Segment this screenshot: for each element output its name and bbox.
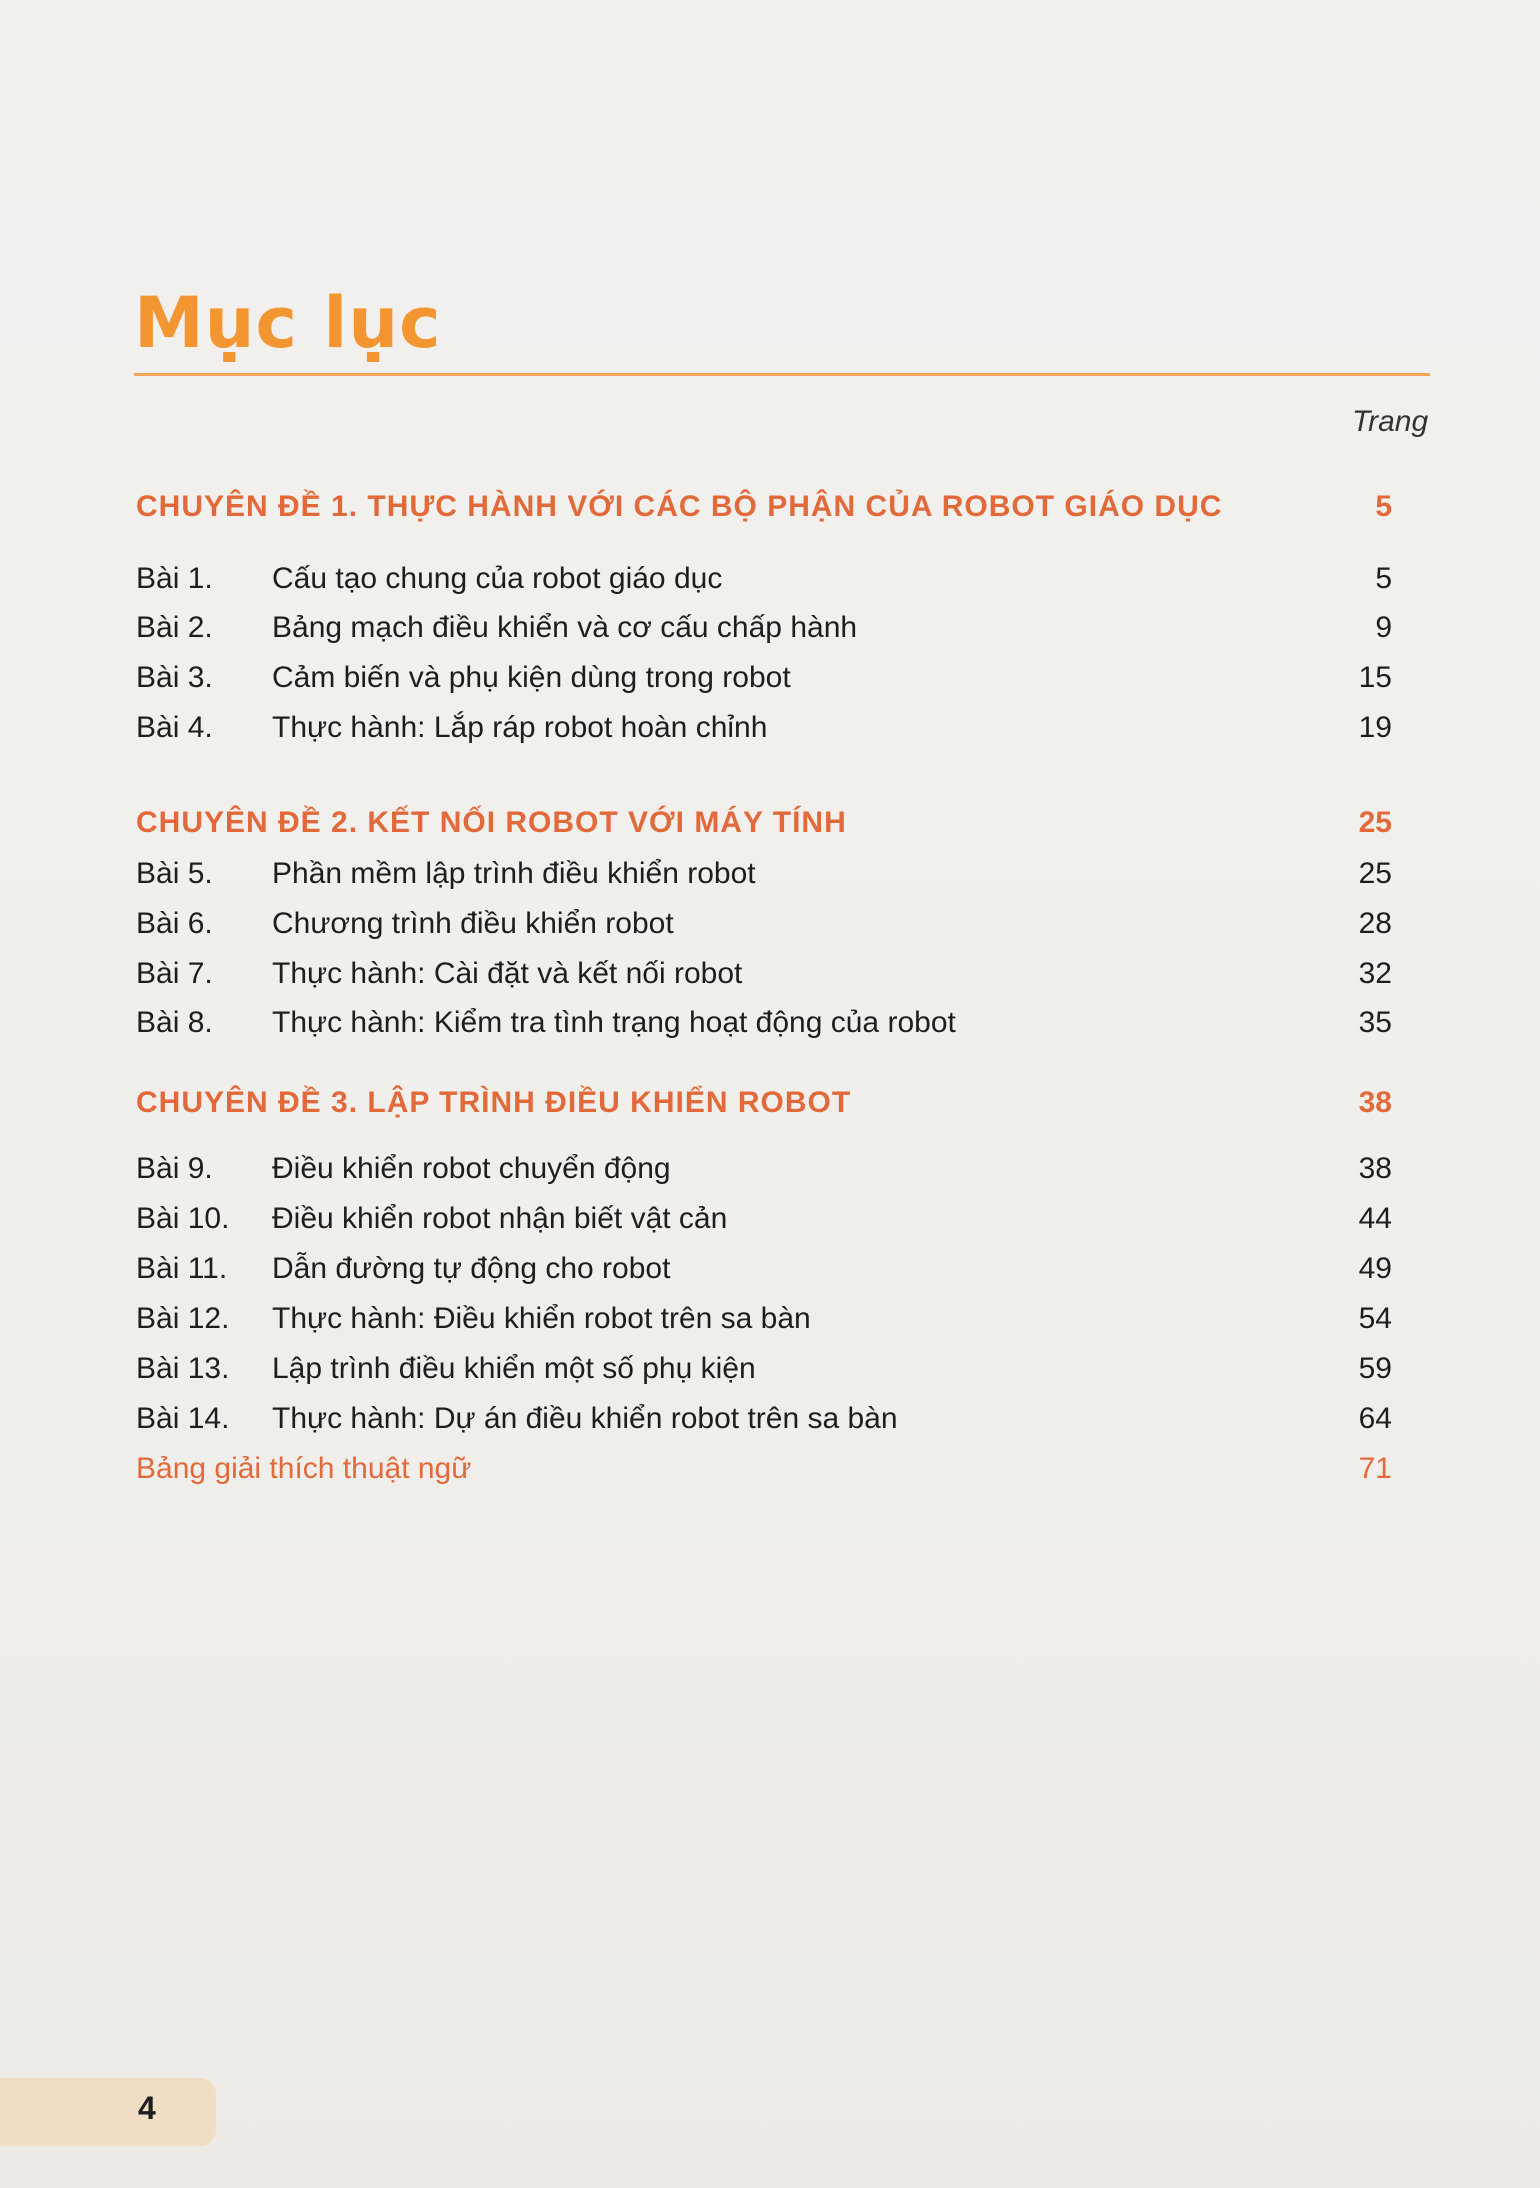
lesson-page-number: 38	[1358, 1152, 1392, 1185]
lesson-number: Bài 10.	[136, 1202, 230, 1235]
toc-entry[interactable]	[136, 562, 1392, 604]
lesson-page-number: 35	[1358, 1006, 1392, 1039]
lesson-title: Cảm biến và phụ kiện dùng trong robot	[272, 661, 791, 694]
glossary-title: Bảng giải thích thuật ngữ	[136, 1452, 472, 1485]
lesson-title: Chương trình điều khiển robot	[272, 907, 674, 940]
page-title: Mục lục	[134, 282, 442, 364]
lesson-title: Thực hành: Dự án điều khiển robot trên sa bàn	[272, 1402, 898, 1435]
lesson-page-number: 44	[1358, 1202, 1392, 1235]
lesson-number: Bài 3.	[136, 661, 213, 694]
lesson-page-number: 15	[1358, 661, 1392, 694]
toc-entry[interactable]	[136, 1352, 1392, 1394]
toc-entry[interactable]	[136, 1152, 1392, 1194]
lesson-page-number: 59	[1358, 1352, 1392, 1385]
section-title: CHUYÊN ĐỀ 3. LẬP TRÌNH ĐIỀU KHIỂN ROBOT	[136, 1086, 852, 1119]
lesson-number: Bài 4.	[136, 711, 213, 744]
lesson-page-number: 28	[1358, 907, 1392, 940]
toc-entry[interactable]	[136, 1302, 1392, 1344]
toc-entry[interactable]	[136, 1006, 1392, 1048]
lesson-number: Bài 6.	[136, 907, 213, 940]
lesson-page-number: 19	[1358, 711, 1392, 744]
toc-entry[interactable]	[136, 1252, 1392, 1294]
page-number: 4	[138, 2090, 156, 2126]
lesson-page-number: 49	[1358, 1252, 1392, 1285]
lesson-page-number: 64	[1358, 1402, 1392, 1435]
toc-entry[interactable]	[136, 857, 1392, 899]
section-title: CHUYÊN ĐỀ 1. THỰC HÀNH VỚI CÁC BỘ PHẬN CỦA ROBOT GIÁO DỤC	[136, 490, 1223, 523]
section-heading[interactable]	[136, 1086, 1392, 1130]
lesson-number: Bài 1.	[136, 562, 213, 595]
toc-entry[interactable]	[136, 957, 1392, 999]
lesson-title: Phần mềm lập trình điều khiển robot	[272, 857, 756, 890]
lesson-number: Bài 13.	[136, 1352, 230, 1385]
lesson-number: Bài 2.	[136, 611, 213, 644]
lesson-number: Bài 9.	[136, 1152, 213, 1185]
page-number-tab	[0, 2078, 216, 2146]
section-page-number: 38	[1358, 1086, 1392, 1119]
lesson-number: Bài 7.	[136, 957, 213, 990]
glossary-entry[interactable]	[136, 1452, 1392, 1494]
lesson-number: Bài 14.	[136, 1402, 230, 1435]
lesson-title: Lập trình điều khiển một số phụ kiện	[272, 1352, 756, 1385]
lesson-page-number: 32	[1358, 957, 1392, 990]
lesson-title: Điều khiển robot chuyển động	[272, 1152, 671, 1185]
toc-entry[interactable]	[136, 1402, 1392, 1444]
section-page-number: 25	[1358, 806, 1392, 839]
lesson-page-number: 25	[1358, 857, 1392, 890]
lesson-page-number: 54	[1358, 1302, 1392, 1335]
toc-entry[interactable]	[136, 711, 1392, 753]
glossary-page-number: 71	[1358, 1452, 1392, 1485]
lesson-title: Thực hành: Cài đặt và kết nối robot	[272, 957, 743, 990]
toc-entry[interactable]	[136, 1202, 1392, 1244]
title-underline	[134, 373, 1430, 376]
lesson-number: Bài 12.	[136, 1302, 230, 1335]
section-heading[interactable]	[136, 490, 1392, 534]
toc-entry[interactable]	[136, 611, 1392, 653]
lesson-title: Thực hành: Điều khiển robot trên sa bàn	[272, 1302, 811, 1335]
lesson-number: Bài 8.	[136, 1006, 213, 1039]
lesson-title: Cấu tạo chung của robot giáo dục	[272, 562, 723, 595]
section-heading[interactable]	[136, 806, 1392, 850]
toc-entry[interactable]	[136, 907, 1392, 949]
section-page-number: 5	[1375, 490, 1392, 523]
lesson-title: Điều khiển robot nhận biết vật cản	[272, 1202, 728, 1235]
lesson-title: Dẫn đường tự động cho robot	[272, 1252, 671, 1285]
lesson-page-number: 9	[1375, 611, 1392, 644]
lesson-title: Thực hành: Lắp ráp robot hoàn chỉnh	[272, 711, 768, 744]
lesson-title: Thực hành: Kiểm tra tình trạng hoạt động của robot	[272, 1006, 956, 1039]
lesson-number: Bài 5.	[136, 857, 213, 890]
section-title: CHUYÊN ĐỀ 2. KẾT NỐI ROBOT VỚI MÁY TÍNH	[136, 806, 847, 839]
toc-entry[interactable]	[136, 661, 1392, 703]
page-column-label: Trang	[1352, 405, 1429, 438]
lesson-title: Bảng mạch điều khiển và cơ cấu chấp hành	[272, 611, 858, 644]
lesson-number: Bài 11.	[136, 1252, 228, 1285]
lesson-page-number: 5	[1375, 562, 1392, 595]
